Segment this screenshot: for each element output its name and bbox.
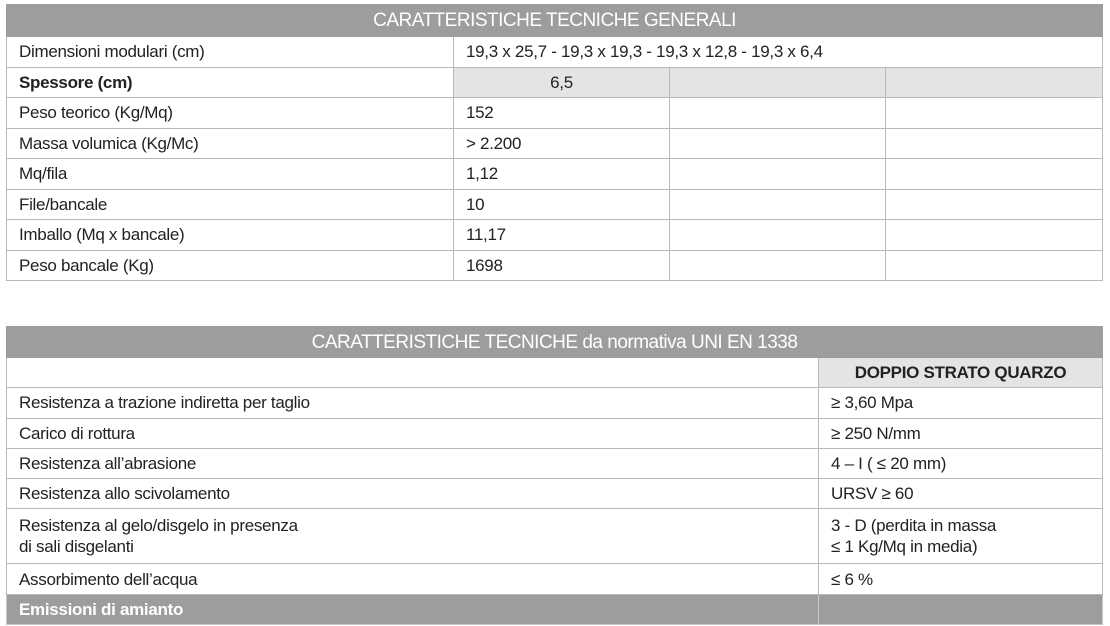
row-value: 152 bbox=[454, 98, 670, 129]
row-value: 1698 bbox=[454, 250, 670, 281]
row-label bbox=[7, 509, 819, 564]
row-value: 11,17 bbox=[454, 220, 670, 251]
row-label: Mq/fila bbox=[7, 159, 454, 190]
footer-label: Emissioni di amianto bbox=[7, 594, 819, 624]
row-value: 10 bbox=[454, 189, 670, 220]
row-label: Resistenza all’abrasione bbox=[7, 448, 819, 478]
row-label: Imballo (Mq x bancale) bbox=[7, 220, 454, 251]
empty-cell bbox=[7, 358, 819, 388]
row-value: ≥ 250 N/mm bbox=[819, 418, 1103, 448]
row-label: Resistenza allo scivolamento bbox=[7, 479, 819, 509]
row-value: 6,5 bbox=[454, 67, 670, 98]
norm-specs-table bbox=[6, 326, 1103, 625]
row-label: File/bancale bbox=[7, 189, 454, 220]
empty-cell bbox=[670, 159, 886, 190]
empty-cell bbox=[670, 128, 886, 159]
row-label-line: Resistenza al gelo/disgelo in presenza bbox=[19, 516, 298, 536]
empty-cell bbox=[670, 98, 886, 129]
row-value: 1,12 bbox=[454, 159, 670, 190]
row-label: Carico di rottura bbox=[7, 418, 819, 448]
row-label-line: di sali disgelanti bbox=[19, 537, 134, 557]
norm-specs-title: CARATTERISTICHE TECNICHE da normativa UNI EN 1338 bbox=[7, 327, 1103, 358]
column-header: DOPPIO STRATO QUARZO bbox=[819, 358, 1103, 388]
general-specs-title: CARATTERISTICHE TECNICHE GENERALI bbox=[7, 5, 1103, 37]
general-specs-table bbox=[6, 4, 1103, 281]
row-label: Massa volumica (Kg/Mc) bbox=[7, 128, 454, 159]
footer-value bbox=[819, 594, 1103, 624]
empty-cell bbox=[670, 220, 886, 251]
row-label: Dimensioni modulari (cm) bbox=[7, 37, 454, 68]
empty-cell bbox=[886, 159, 1103, 190]
row-value: ≤ 6 % bbox=[819, 564, 1103, 594]
empty-cell bbox=[670, 250, 886, 281]
row-value: 19,3 x 25,7 - 19,3 x 19,3 - 19,3 x 12,8 - 19,3 x 6,4 bbox=[454, 37, 1103, 68]
empty-cell bbox=[670, 189, 886, 220]
row-value-line: 3 - D (perdita in massa bbox=[831, 516, 997, 536]
empty-cell bbox=[886, 220, 1103, 251]
empty-cell bbox=[886, 250, 1103, 281]
row-label: Peso bancale (Kg) bbox=[7, 250, 454, 281]
row-label: Resistenza a trazione indiretta per taglio bbox=[7, 388, 819, 418]
row-label: Assorbimento dell’acqua bbox=[7, 564, 819, 594]
row-value-line: ≤ 1 Kg/Mq in media) bbox=[831, 537, 978, 557]
empty-cell bbox=[886, 189, 1103, 220]
row-value: 4 – I ( ≤ 20 mm) bbox=[819, 448, 1103, 478]
empty-cell bbox=[886, 67, 1103, 98]
row-value: > 2.200 bbox=[454, 128, 670, 159]
empty-cell bbox=[670, 67, 886, 98]
row-label: Spessore (cm) bbox=[7, 67, 454, 98]
empty-cell bbox=[886, 98, 1103, 129]
row-label: Peso teorico (Kg/Mq) bbox=[7, 98, 454, 129]
row-value: URSV ≥ 60 bbox=[819, 479, 1103, 509]
row-value bbox=[819, 509, 1103, 564]
row-value: ≥ 3,60 Mpa bbox=[819, 388, 1103, 418]
empty-cell bbox=[886, 128, 1103, 159]
